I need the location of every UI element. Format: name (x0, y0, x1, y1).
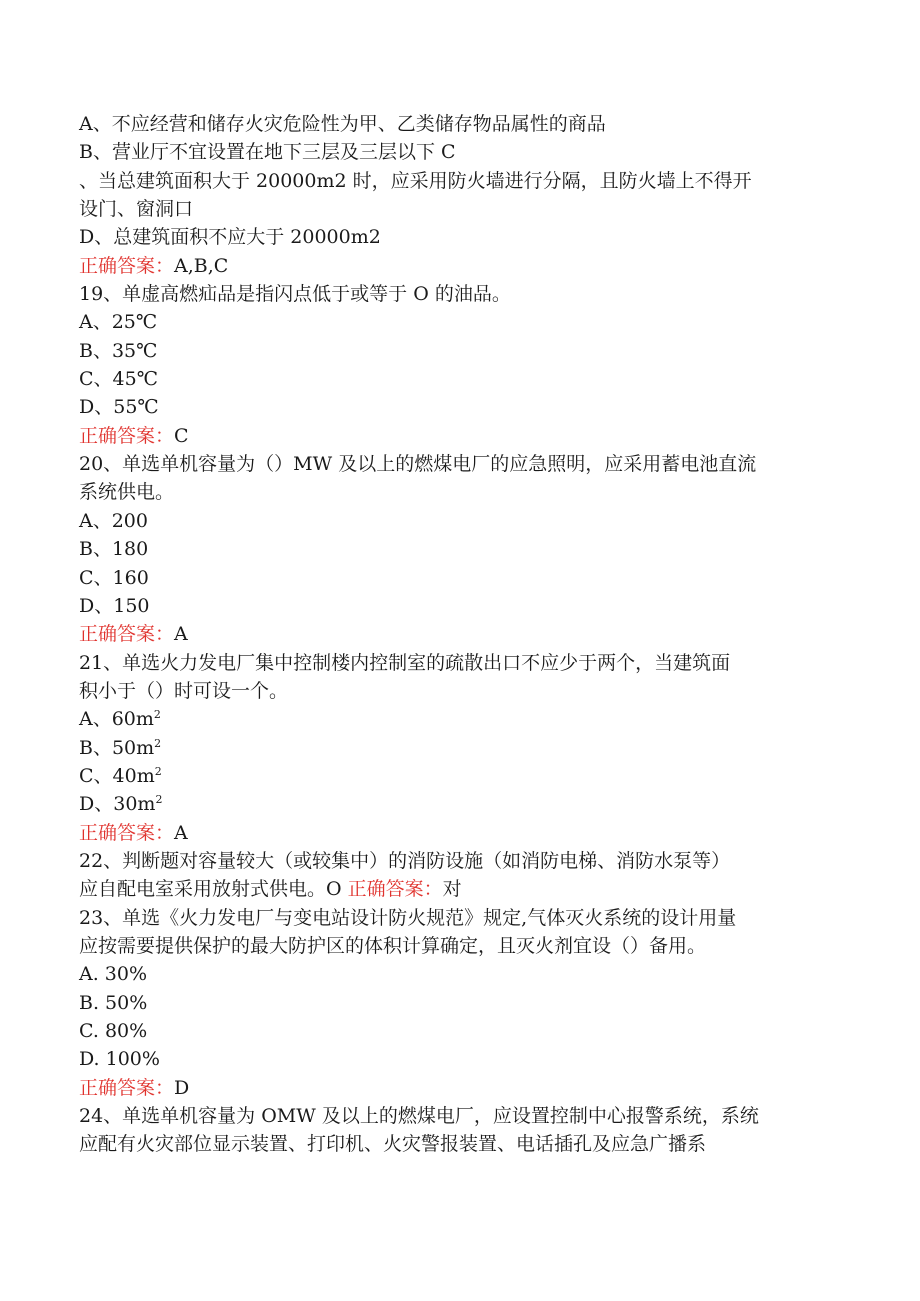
question-22-stem-line-1: 22、判断题对容量较大（或较集中）的消防设施（如消防电梯、消防水泵等） (79, 849, 731, 872)
q19-option-d: D、55℃ (79, 396, 159, 419)
superscript-2: 2 (154, 736, 162, 750)
question-22-stem-line-2 (79, 875, 839, 903)
q23-answer-line (79, 1074, 839, 1102)
question-24-stem-line-1: 24、单选单机容量为 OMW 及以上的燃煤电厂，应设置控制中心报警系统，系统 (79, 1105, 759, 1128)
q20-option-d: D、150 (79, 594, 150, 617)
option-a: A、不应经营和储存火灾危险性为甲、乙类储存物品属性的商品 (79, 113, 606, 135)
q21-option-d (79, 790, 839, 818)
answer-label: 正确答案： (79, 1076, 175, 1099)
answer-value: D (174, 1076, 190, 1099)
answer-label: 正确答案： (79, 821, 175, 844)
option-b: B、营业厅不宜设置在地下三层及三层以下 C (79, 141, 456, 164)
q21-option-c-text: C、40m (79, 764, 155, 787)
answer-value: 对 (442, 878, 462, 901)
answer-label: 正确答案： (347, 878, 443, 901)
q23-option-a: A. 30% (79, 963, 148, 986)
q21-option-d-text: D、30m (79, 793, 156, 816)
q23-option-d: D. 100% (79, 1048, 160, 1071)
q23-option-b: B. 50% (79, 991, 148, 1014)
answer-line (79, 252, 839, 280)
q19-option-b: B、35℃ (79, 339, 158, 362)
question-22-stem-text: 应自配电室采用放射式供电。O (79, 878, 348, 901)
answer-label: 正确答案： (79, 424, 175, 447)
answer-label: 正确答案： (79, 623, 175, 646)
question-23-stem-line-2: 应按需要提供保护的最大防护区的体积计算确定，且灭火剂宜设（）备用。 (79, 934, 707, 957)
answer-label: 正确答案： (79, 254, 175, 277)
question-21-stem-line-2: 积小于（）时可设一个。 (79, 679, 289, 702)
question-21-stem-line-1: 21、单选火力发电厂集中控制楼内控制室的疏散出口不应少于两个，当建筑面 (79, 651, 731, 674)
option-d: D、总建筑面积不应大于 20000m2 (79, 226, 381, 249)
q21-option-a (79, 705, 839, 733)
q21-option-a-text: A、60m (79, 708, 154, 731)
q19-answer-line (79, 422, 839, 450)
q21-option-c (79, 762, 839, 790)
q20-answer-line (79, 620, 839, 648)
answer-value: A,B,C (174, 254, 229, 277)
question-19-stem: 19、单虚高燃疝品是指闪点低于或等于 O 的油品。 (79, 283, 511, 306)
q23-option-c: C. 80% (79, 1020, 148, 1042)
q19-option-c: C、45℃ (79, 368, 158, 391)
q20-option-c: C、160 (79, 566, 149, 589)
superscript-2: 2 (153, 708, 161, 722)
answer-value: A (174, 623, 188, 646)
question-23-stem-line-1: 23、单选《火力发电厂与变电站设计防火规范》规定,气体灭火系统的设计用量 (79, 906, 737, 929)
q20-option-a: A、200 (79, 509, 148, 532)
q21-answer-line (79, 819, 839, 847)
answer-value: A (174, 821, 188, 844)
option-c-line-1: 、当总建筑面积大于 20000m2 时，应采用防火墙进行分隔，且防火墙上不得开 (79, 169, 752, 192)
superscript-2: 2 (155, 793, 163, 807)
q20-option-b: B、180 (79, 538, 149, 561)
document-page (79, 110, 839, 1159)
superscript-2: 2 (154, 764, 162, 778)
q19-option-a: A、25℃ (79, 311, 158, 334)
option-c-line-2: 设门、窗洞口 (79, 198, 194, 221)
question-20-stem-line-1: 20、单选单机容量为（）MW 及以上的燃煤电厂的应急照明，应采用蓄电池直流 (79, 453, 757, 476)
question-24-stem-line-2: 应配有火灾部位显示装置、打印机、火灾警报装置、电话插孔及应急广播系 (79, 1133, 707, 1156)
q21-option-b-text: B、50m (79, 736, 155, 759)
answer-value: C (174, 424, 189, 447)
q21-option-b (79, 734, 839, 762)
question-20-stem-line-2: 系统供电。 (79, 481, 175, 504)
